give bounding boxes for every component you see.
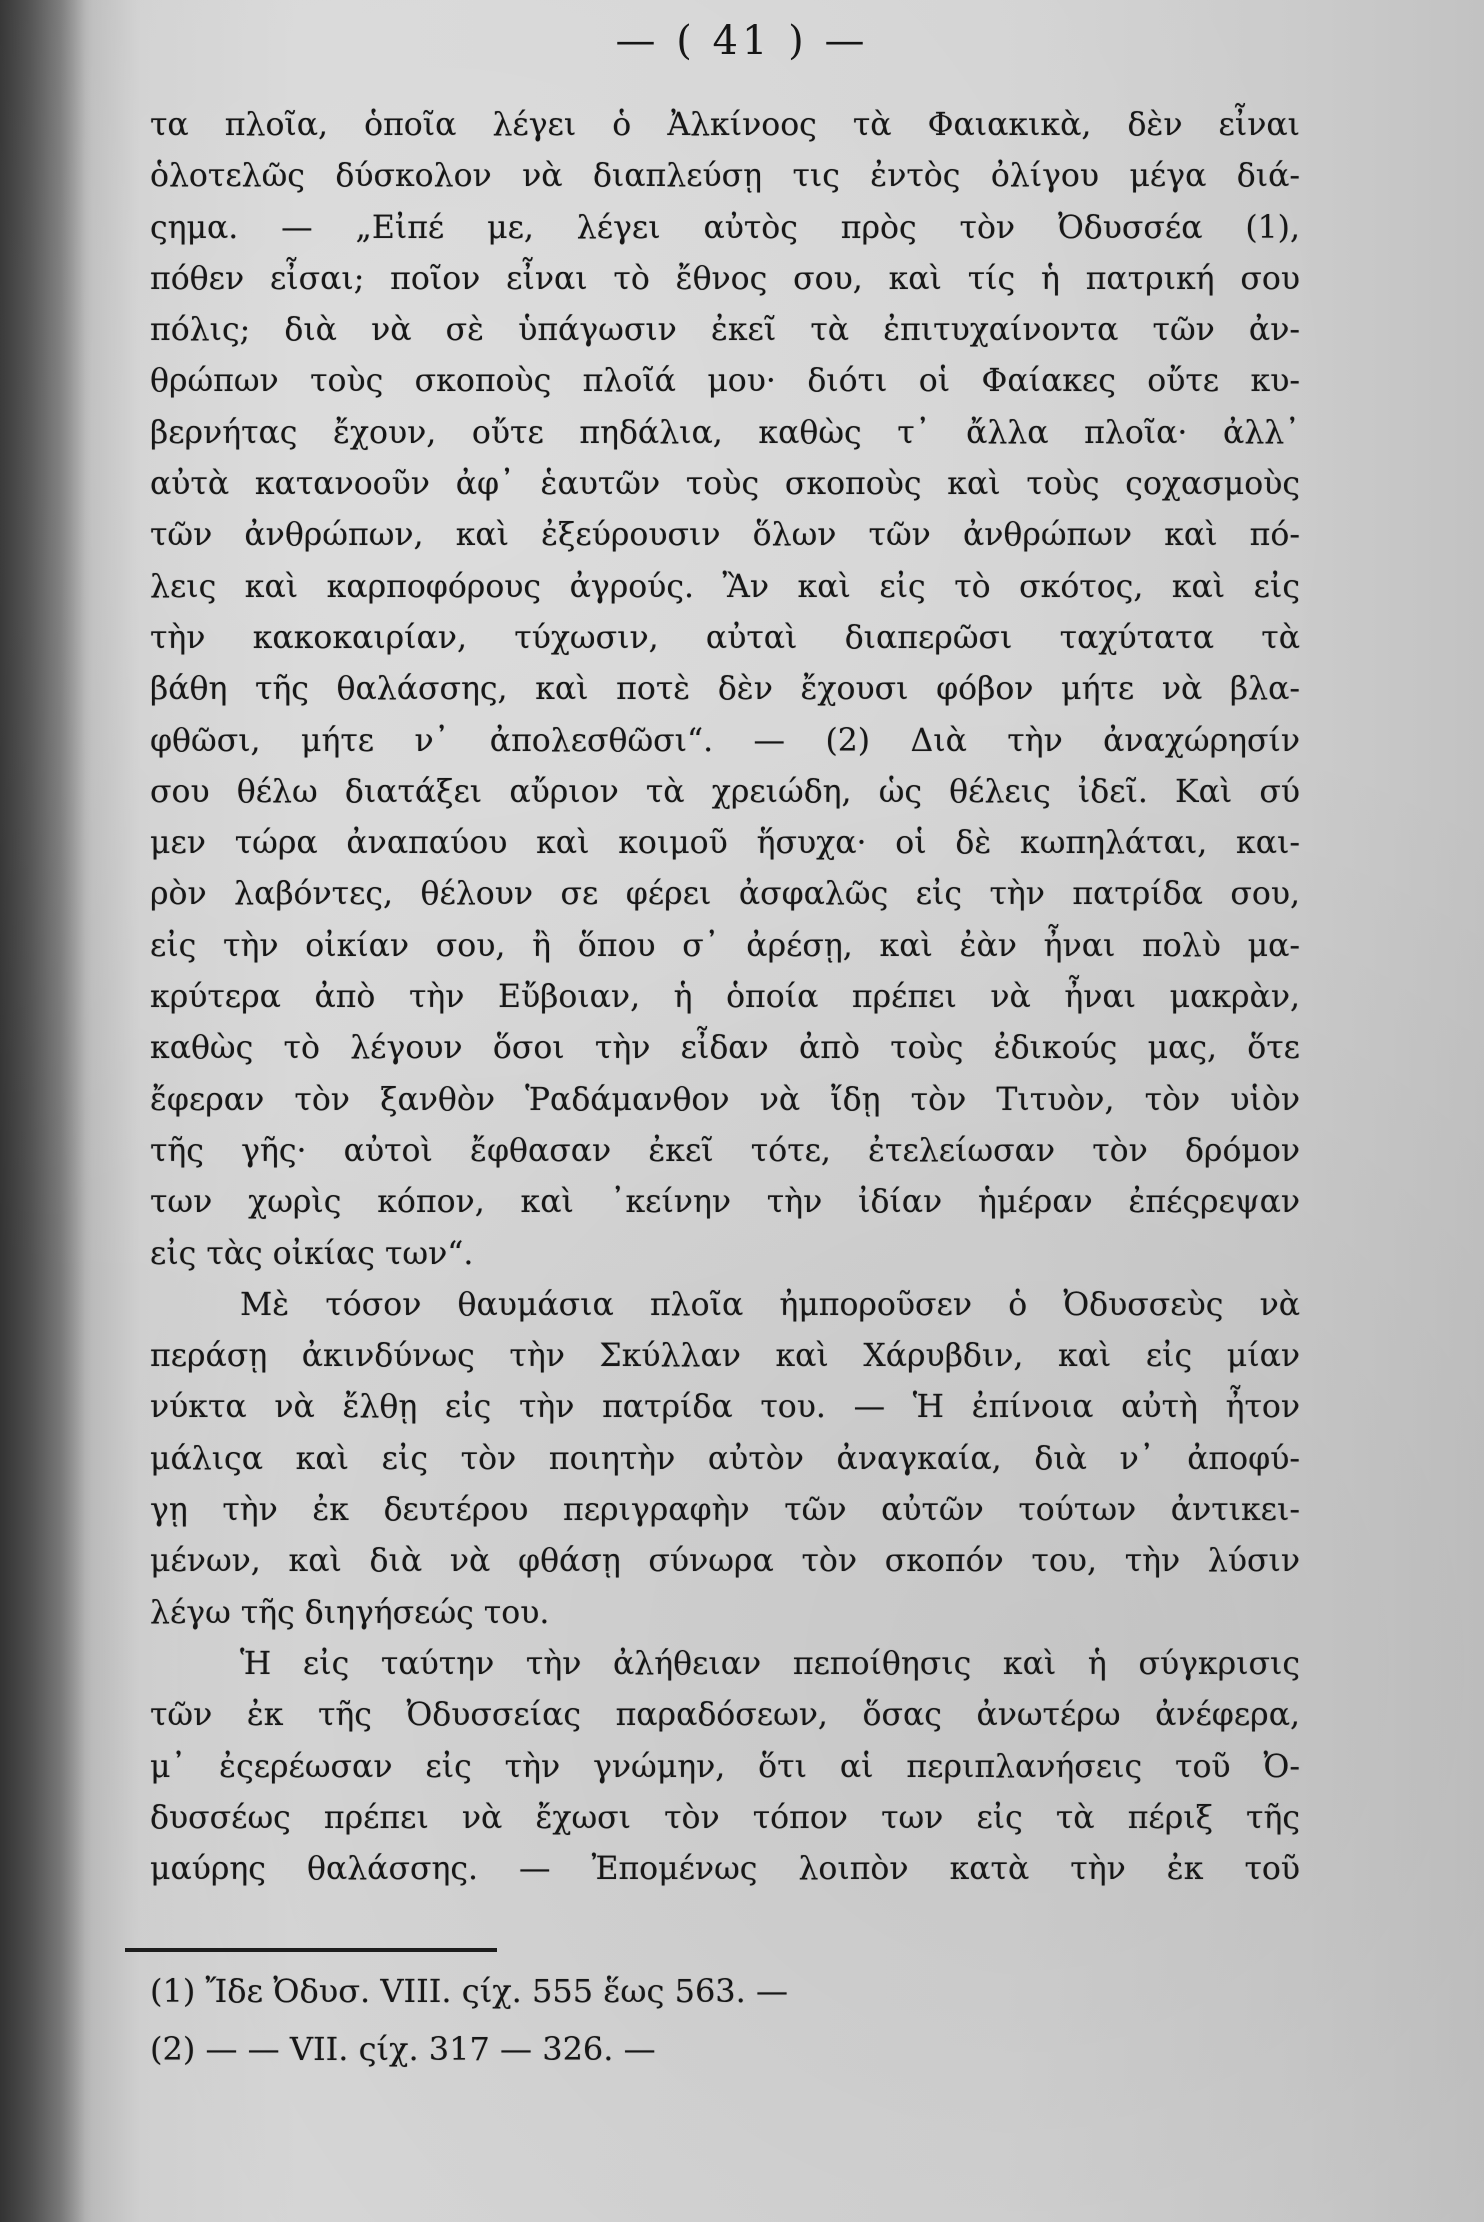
text-line: περάσῃ ἀκινδύνως τὴν Σκύλλαν καὶ Χάρυβδιν, καὶ εἰς μίαν: [150, 1338, 1300, 1375]
page-number: — ( 41 ) —: [615, 18, 869, 64]
text-line: κρύτερα ἀπὸ τὴν Εὔβοιαν, ἡ ὁποία πρέπει νὰ ἦναι μακρὰν,: [150, 979, 1300, 1016]
text-line: σου θέλω διατάξει αὔριον τὰ χρειώδη, ὡς θέλεις ἰδεῖ. Καὶ σύ: [150, 773, 1300, 810]
text-line: των χωρὶς κόπον, καὶ ᾽κείνην τὴν ἰδίαν ἡμέραν ἐπέςρεψαν: [150, 1184, 1300, 1221]
text-line: μάλιςα καὶ εἰς τὸν ποιητὴν αὐτὸν ἀναγκαία, διὰ ν᾽ ἀποφύ-: [150, 1440, 1300, 1477]
text-line: ἔφεραν τὸν ξανθὸν Ῥαδάμανθον νὰ ἴδῃ τὸν Τιτυὸν, τὸν υἱὸν: [150, 1081, 1300, 1118]
text-line: εἰς τὴν οἰκίαν σου, ἢ ὅπου σ᾽ ἀρέσῃ, καὶ ἐὰν ἦναι πολὺ μα-: [150, 927, 1300, 964]
binding-gutter-shadow: [0, 0, 92, 2222]
text-line: πόλις; διὰ νὰ σὲ ὑπάγωσιν ἐκεῖ τὰ ἐπιτυχαίνοντα τῶν ἀν-: [150, 312, 1300, 349]
text-line: νύκτα νὰ ἔλθῃ εἰς τὴν πατρίδα του. — Ἡ ἐπίνοια αὐτὴ ἦτον: [150, 1389, 1300, 1426]
text-line: τῶν ἐκ τῆς Ὀδυσσείας παραδόσεων, ὅσας ἀνωτέρω ἀνέφερα,: [150, 1697, 1300, 1734]
text-line: ρὸν λαβόντες, θέλουν σε φέρει ἀσφαλῶς εἰς τὴν πατρίδα σου,: [150, 876, 1300, 913]
text-line: ςημα. — „Εἰπέ με, λέγει αὐτὸς πρὸς τὸν Ὀδυσσέα (1),: [150, 209, 1300, 246]
text-line: γῃ τὴν ἐκ δευτέρου περιγραφὴν τῶν αὐτῶν τούτων ἀντικει-: [150, 1492, 1300, 1529]
text-line: θρώπων τοὺς σκοποὺς πλοῖά μου· διότι οἱ Φαίακες οὔτε κυ-: [150, 363, 1300, 400]
text-line: εἰς τὰς οἰκίας των“.: [150, 1235, 474, 1272]
text-line: πόθεν εἶσαι; ποῖον εἶναι τὸ ἔθνος σου, καὶ τίς ἡ πατρική σου: [150, 260, 1300, 297]
text-line: λεις καὶ καρποφόρους ἀγρούς. Ἂν καὶ εἰς τὸ σκότος, καὶ εἰς: [150, 568, 1300, 605]
text-line: μένων, καὶ διὰ νὰ φθάσῃ σύνωρα τὸν σκοπόν του, τὴν λύσιν: [150, 1543, 1300, 1580]
text-line: μεν τώρα ἀναπαύου καὶ κοιμοῦ ἥσυχα· οἱ δὲ κωπηλάται, και-: [150, 825, 1300, 862]
main-text: [150, 100, 1300, 1895]
text-line: βάθη τῆς θαλάσσης, καὶ ποτὲ δὲν ἔχουσι φόβον μήτε νὰ βλα-: [150, 671, 1300, 708]
text-line: δυσσέως πρέπει νὰ ἔχωσι τὸν τόπον των εἰς τὰ πέριξ τῆς: [150, 1799, 1300, 1836]
text-line: τὴν κακοκαιρίαν, τύχωσιν, αὐταὶ διαπερῶσι ταχύτατα τὰ: [150, 619, 1300, 656]
text-line: Μὲ τόσον θαυμάσια πλοῖα ἠμποροῦσεν ὁ Ὀδυσσεὺς νὰ: [240, 1286, 1300, 1323]
text-line: ὁλοτελῶς δύσκολον νὰ διαπλεύσῃ τις ἐντὸς ὀλίγου μέγα διά-: [150, 158, 1300, 195]
text-line: μ᾽ ἐςερέωσαν εἰς τὴν γνώμην, ὅτι αἱ περιπλανήσεις τοῦ Ὀ-: [150, 1748, 1300, 1785]
footnotes: [150, 1962, 1150, 2078]
text-line: αὐτὰ κατανοοῦν ἀφ᾽ ἑαυτῶν τοὺς σκοποὺς καὶ τοὺς ςοχασμοὺς: [150, 466, 1300, 503]
text-line: τῶν ἀνθρώπων, καὶ ἐξεύρουσιν ὅλων τῶν ἀνθρώπων καὶ πό-: [150, 517, 1300, 554]
text-line: Ἡ εἰς ταύτην τὴν ἀλήθειαν πεποίθησις καὶ ἡ σύγκρισις: [240, 1645, 1300, 1682]
text-line: λέγω τῆς διηγήσεώς του.: [150, 1594, 550, 1631]
text-line: φθῶσι, μήτε ν᾽ ἀπολεσθῶσι“. — (2) Διὰ τὴν ἀναχώρησίν: [150, 722, 1300, 759]
text-line: καθὼς τὸ λέγουν ὅσοι τὴν εἶδαν ἀπὸ τοὺς ἐδικούς μας, ὅτε: [150, 1030, 1300, 1067]
text-line: βερνήτας ἔχουν, οὔτε πηδάλια, καθὼς τ᾽ ἄλλα πλοῖα· ἀλλ᾽: [150, 414, 1300, 451]
footnote-divider: [125, 1948, 497, 1952]
text-line: τῆς γῆς· αὐτοὶ ἔφθασαν ἐκεῖ τότε, ἐτελείωσαν τὸν δρόμον: [150, 1132, 1300, 1169]
footnote-1: (1) Ἴδε Ὀδυσ. VIII. ςίχ. 555 ἕως 563. —: [150, 1972, 788, 2010]
text-line: μαύρης θαλάσσης. — Ἐπομένως λοιπὸν κατὰ τὴν ἐκ τοῦ: [150, 1851, 1300, 1888]
text-line: τα πλοῖα, ὁποῖα λέγει ὁ Ἀλκίνοος τὰ Φαιακικὰ, δὲν εἶναι: [150, 107, 1300, 143]
footnote-2: (2) — — VII. ςίχ. 317 — 326. —: [150, 2030, 656, 2068]
